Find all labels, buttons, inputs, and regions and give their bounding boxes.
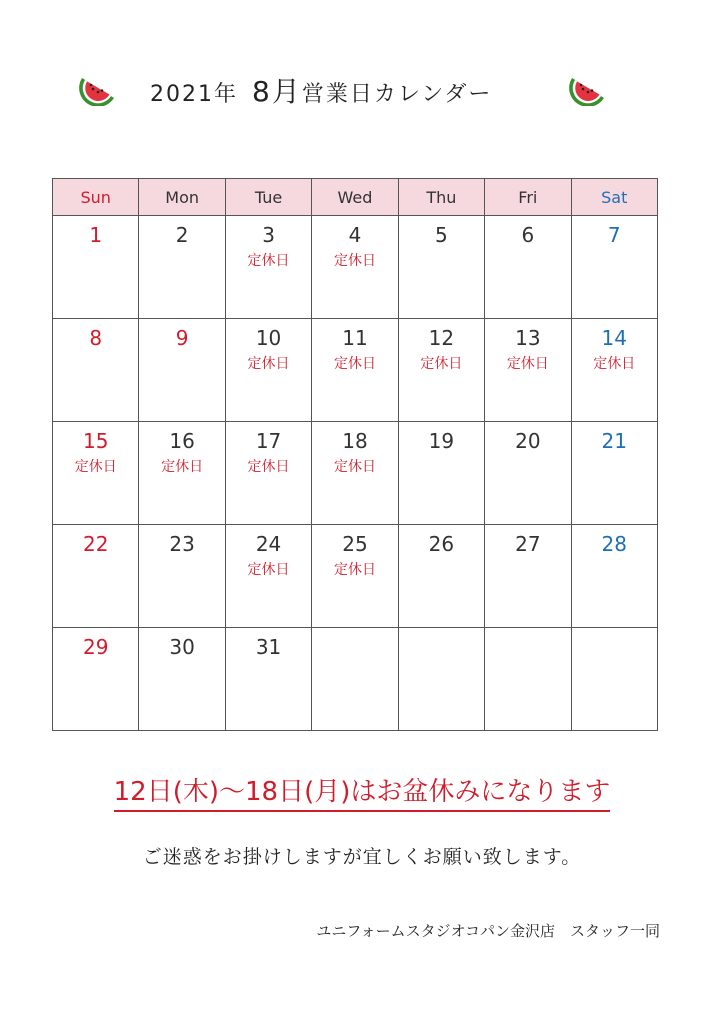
day-number: 21	[601, 429, 627, 453]
day-number: 25	[342, 532, 368, 556]
weekday-header-row	[53, 179, 658, 216]
weekday-header-sat: Sat	[571, 179, 657, 216]
closed-day-label: 定休日	[333, 356, 376, 372]
day-number: 14	[601, 326, 627, 350]
closed-day-label: 定休日	[247, 253, 290, 269]
calendar-day-cell	[571, 319, 657, 422]
title-month: 8月	[252, 75, 302, 108]
calendar-day-cell	[139, 422, 225, 525]
day-number: 31	[255, 635, 282, 659]
day-number: 10	[255, 326, 282, 350]
day-number: 11	[342, 326, 368, 350]
closed-day-label: 定休日	[593, 356, 636, 372]
calendar-day-cell	[571, 525, 657, 628]
calendar-day-cell	[485, 216, 571, 319]
day-number: 28	[601, 532, 627, 556]
calendar-day-cell	[139, 216, 225, 319]
closed-day-label: 定休日	[161, 459, 204, 475]
weekday-header-fri: Fri	[485, 179, 571, 216]
day-number: 27	[515, 532, 541, 556]
day-number: 16	[169, 429, 195, 453]
day-number: 7	[607, 223, 621, 247]
calendar-day-cell	[225, 422, 311, 525]
day-number: 26	[428, 532, 455, 556]
calendar-week-row	[53, 628, 658, 731]
closed-day-label: 定休日	[247, 562, 290, 578]
closed-day-label: 定休日	[333, 459, 376, 475]
calendar-day-cell	[398, 422, 484, 525]
closed-day-label: 定休日	[247, 356, 290, 372]
day-number: 5	[435, 223, 448, 247]
weekday-header-thu: Thu	[398, 179, 484, 216]
day-number: 24	[255, 532, 282, 556]
calendar-day-cell	[53, 628, 139, 731]
calendar-day-cell	[139, 319, 225, 422]
calendar-day-cell	[312, 216, 398, 319]
calendar-day-cell	[139, 525, 225, 628]
calendar-week-row	[53, 525, 658, 628]
calendar-day-cell	[225, 525, 311, 628]
calendar-day-cell	[53, 319, 139, 422]
calendar-day-cell	[139, 628, 225, 731]
title-suffix: 営業日カレンダー	[301, 82, 493, 107]
day-number: 17	[255, 429, 282, 453]
closed-day-label: 定休日	[333, 562, 376, 578]
day-number: 13	[515, 326, 541, 350]
day-number: 8	[89, 326, 103, 350]
day-number: 15	[82, 429, 109, 453]
calendar-day-cell	[398, 628, 484, 731]
calendar-week-row	[53, 422, 658, 525]
day-number: 1	[89, 223, 103, 247]
calendar-body	[53, 216, 658, 731]
calendar-day-cell	[398, 319, 484, 422]
day-number: 20	[515, 429, 541, 453]
calendar-week-row	[53, 216, 658, 319]
day-number: 22	[82, 532, 109, 556]
calendar-day-cell	[225, 319, 311, 422]
calendar-day-cell	[485, 525, 571, 628]
weekday-header-sun: Sun	[53, 179, 139, 216]
closed-day-label: 定休日	[247, 459, 290, 475]
calendar-day-cell	[485, 628, 571, 731]
calendar-day-cell	[312, 319, 398, 422]
calendar-day-cell	[485, 319, 571, 422]
calendar-day-cell	[53, 216, 139, 319]
calendar-day-cell	[571, 422, 657, 525]
watermelon-icon	[568, 70, 608, 106]
closed-day-label: 定休日	[420, 356, 463, 372]
closed-day-label: 定休日	[333, 253, 376, 269]
calendar-day-cell	[312, 525, 398, 628]
calendar-day-cell	[53, 525, 139, 628]
calendar-day-cell	[312, 628, 398, 731]
calendar-day-cell	[485, 422, 571, 525]
obon-notice	[0, 774, 724, 812]
day-number: 29	[82, 635, 109, 659]
day-number: 3	[262, 223, 275, 247]
calendar-day-cell	[53, 422, 139, 525]
page-title	[150, 72, 570, 112]
calendar-day-cell	[225, 216, 311, 319]
watermelon-icon	[78, 70, 118, 106]
day-number: 9	[175, 326, 189, 350]
title-row	[0, 62, 724, 118]
day-number: 30	[169, 635, 195, 659]
calendar-day-cell	[225, 628, 311, 731]
day-number: 23	[169, 532, 195, 556]
calendar-day-cell	[312, 422, 398, 525]
title-year: 2021年	[150, 82, 238, 107]
day-number: 19	[428, 429, 455, 453]
weekday-header-mon: Mon	[139, 179, 225, 216]
weekday-header-wed: Wed	[312, 179, 398, 216]
closed-day-label: 定休日	[74, 459, 117, 475]
day-number: 12	[428, 326, 455, 350]
day-number: 18	[342, 429, 368, 453]
calendar-day-cell	[571, 628, 657, 731]
day-number: 6	[521, 223, 535, 247]
calendar-table	[52, 178, 658, 731]
day-number: 4	[348, 223, 362, 247]
day-number: 2	[175, 223, 189, 247]
calendar-day-cell	[571, 216, 657, 319]
calendar-day-cell	[398, 216, 484, 319]
calendar-week-row	[53, 319, 658, 422]
staff-signature: ユニフォームスタジオコパン金沢店 スタッフ一同	[316, 922, 660, 940]
closed-day-label: 定休日	[506, 356, 549, 372]
calendar-day-cell	[398, 525, 484, 628]
obon-notice-text: 12日(木)～18日(月)はお盆休みになります	[114, 774, 611, 812]
apology-text: ご迷惑をお掛けしますが宜しくお願い致します。	[142, 846, 582, 868]
weekday-header-tue: Tue	[225, 179, 311, 216]
